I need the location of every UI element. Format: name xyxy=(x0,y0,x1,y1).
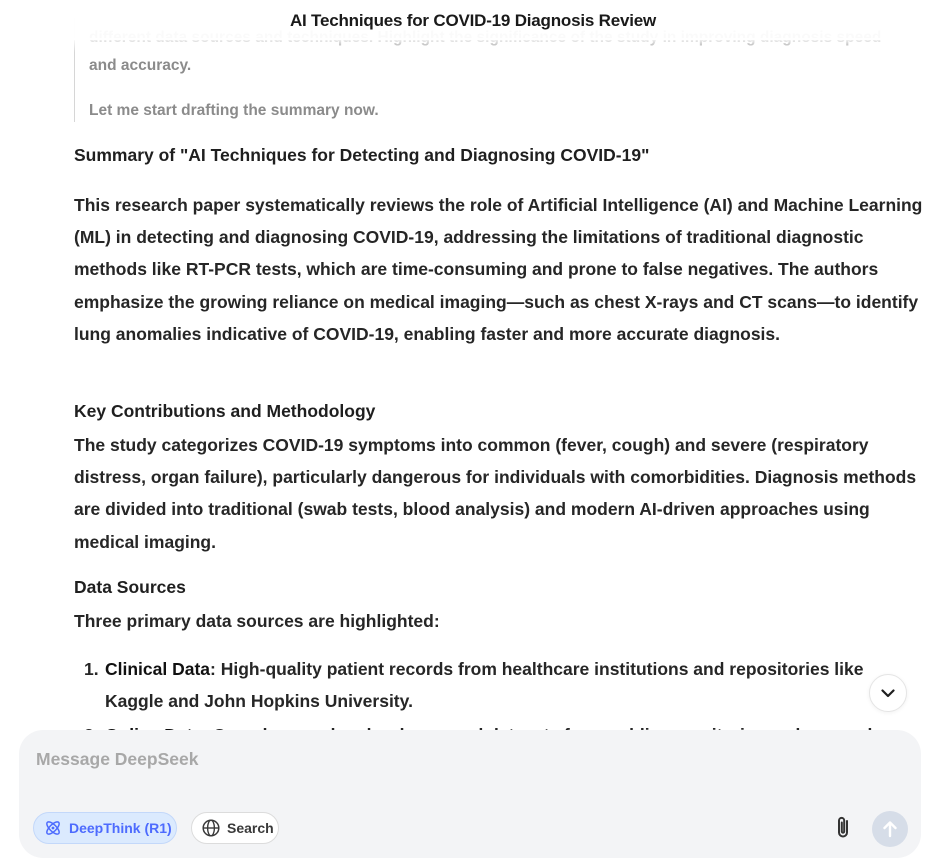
chat-title[interactable]: AI Techniques for COVID-19 Diagnosis Review xyxy=(289,11,657,30)
scroll-to-bottom-button[interactable] xyxy=(869,674,907,712)
atom-icon xyxy=(43,818,63,838)
message-composer xyxy=(19,730,921,858)
summary-intro: This research paper systematically reviews the role of Artificial Intelligence (AI) and Machine Learning (ML) in detecting and diagnosing COVID-19, addressing the limitations of traditional diagnostic methods like RT-PCR tests, which are time-consuming and prone to false negatives. The authors emphasize the growing reliance on medical imaging—such as chest X-rays and CT scans—to identify lung anomalies indicative of COVID-19, enabling faster and more accurate diagnosis. xyxy=(74,195,923,344)
globe-icon xyxy=(201,818,221,838)
send-button[interactable] xyxy=(872,811,908,847)
chevron-down-icon xyxy=(878,683,898,703)
deepthink-label: DeepThink (R1) xyxy=(69,820,172,836)
data-sources-heading: Data Sources xyxy=(74,577,186,597)
message-input[interactable] xyxy=(36,746,876,772)
key-contributions-heading: Key Contributions and Methodology xyxy=(74,401,376,421)
header-fade xyxy=(0,38,946,52)
search-label: Search xyxy=(227,820,274,836)
list-item-text: : High-quality patient records from healthcare institutions and repositories like Kaggle and John Hopkins University. xyxy=(105,659,864,712)
list-item-title: Clinical Data xyxy=(105,659,211,679)
thinking-line: Let me start drafting the summary now. xyxy=(89,102,379,119)
deepthink-toggle[interactable] xyxy=(33,812,177,844)
chat-header xyxy=(0,0,946,40)
paperclip-icon xyxy=(832,815,854,841)
data-sources-intro: Three primary data sources are highlighted: xyxy=(74,611,440,631)
list-number: 1. xyxy=(84,659,99,679)
key-contributions-text: The study categorizes COVID-19 symptoms into common (fever, cough) and severe (respiratory distress, organ failure), particularly dangerous for individuals with comorbidities. Diagnosis methods are divided into traditional (swab tests, blood analysis) and modern AI-driven approaches using medical imaging. xyxy=(74,435,917,552)
thinking-line: and accuracy. xyxy=(89,57,192,74)
attach-file-button[interactable] xyxy=(829,814,857,842)
list-item xyxy=(74,653,924,717)
summary-heading: Summary of "AI Techniques for Detecting and Diagnosing COVID-19" xyxy=(74,145,650,165)
search-toggle[interactable] xyxy=(191,812,279,844)
arrow-up-icon xyxy=(881,819,899,839)
